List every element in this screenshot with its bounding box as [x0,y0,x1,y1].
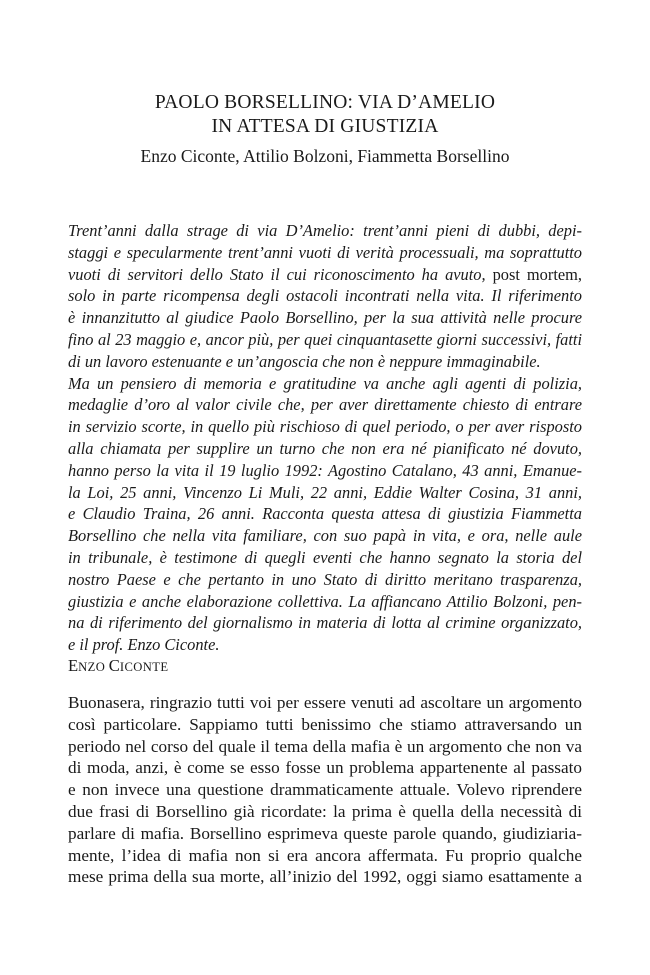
abstract-line: e Claudio Traina, 26 anni. Racconta questa attesa di giustizia Fiammetta [68,504,582,524]
body-line: parlare di mafia. Borsellino esprimeva queste parole quando, giudiziaria- [68,823,582,843]
abstract-line: nostro Paese e che pertanto in uno Stato di diritto meritano trasparenza, [68,569,582,589]
abstract-line: fino al 23 maggio e, ancor più, per quei cinquantasette giorni successivi, fatti [68,329,582,349]
chapter-title-line-2: IN ATTESA DI GIUSTIZIA [211,116,439,137]
body-line: periodo nel corso del quale il tema della mafia è un argomento che non va [68,736,582,756]
abstract-line: e il prof. Enzo Ciconte. [68,635,220,655]
abstract-line: solo in parte ricompensa degli ostacoli incontrati nella vita. Il riferimento [68,286,582,306]
speaker-smallcaps: ICONTE [119,660,169,674]
abstract-line-text: vuoti di servitori dello Stato il cui riconoscimento ha avuto, [68,264,486,284]
body-line: così particolare. Sappiamo tutti benissimo che stiamo attraversando un [68,714,582,734]
abstract [68,220,582,656]
chapter-authors: Enzo Ciconte, Attilio Bolzoni, Fiammetta Borsellino [140,146,510,166]
abstract-line: è innanzitutto al giudice Paolo Borsellino, per la sua attività nelle procure [68,308,582,328]
body-line: e non invece una questione drammaticamente attuale. Volevo riprendere [68,780,582,800]
abstract-line: Trent’anni dalla strage di via D’Amelio: trent’anni pieni di dubbi, depi- [68,221,582,240]
abstract-line: in tribunale, è testimone di quegli eventi che hanno segnato la storia del [68,547,582,567]
abstract-line: la Loi, 25 anni, Vincenzo Li Muli, 22 anni, Eddie Walter Cosina, 31 anni, [68,482,582,502]
speaker-name [68,655,168,678]
abstract-line [68,264,582,286]
abstract-line: na di riferimento del giornalismo in materia di lotta al crimine organizzato, [68,613,582,633]
abstract-line: in servizio scorte, in quello più rischioso di quel periodo, o per aver risposto [68,417,582,437]
speaker-smallcaps: NZO [78,660,109,674]
body-line: mente, l’idea di mafia non si era ancora affermata. Fu proprio qualche [68,845,582,865]
body-line: due frasi di Borsellino già ricordate: la prima è quella della necessità di [68,801,582,821]
speaker-initial: E [68,656,79,675]
abstract-line: giustizia e anche elaborazione collettiva. La affiancano Attilio Bolzoni, pen- [68,591,582,611]
abstract-line: staggi e specularmente trent’anni vuoti di verità processuali, ma soprattutto [68,242,582,262]
body-line: mese prima della sua morte, all’inizio del 1992, oggi siamo esattamente a [68,867,582,887]
abstract-line: alla chiamata per supplire un turno che non era né pianificato né dovuto, [68,438,582,458]
post-mortem-term: post mortem, [492,264,582,284]
body-line: di moda, anzi, è come se esso fosse un problema appartenente al passato [68,758,582,778]
speech-paragraph [68,692,582,888]
abstract-line: di un lavoro estenuante e un’angoscia che non è neppure immaginabile. [68,351,541,371]
body-line: Buonasera, ringrazio tutti voi per essere venuti ad ascoltare un argomento [68,693,582,712]
abstract-line: hanno perso la vita il 19 luglio 1992: Agostino Catalano, 43 anni, Emanue- [68,460,582,480]
speaker-initial: C [108,656,120,675]
abstract-line: Ma un pensiero di memoria e gratitudine va anche agli agenti di polizia, [68,373,582,393]
chapter-title-line-1: PAOLO BORSELLINO: VIA D’AMELIO [154,92,496,113]
abstract-line: Borsellino che nella vita familiare, con suo papà in vita, e ora, nelle aule [68,526,582,546]
abstract-line: medaglie d’oro al valor civile che, per aver direttamente chiesto di entrare [68,395,582,415]
